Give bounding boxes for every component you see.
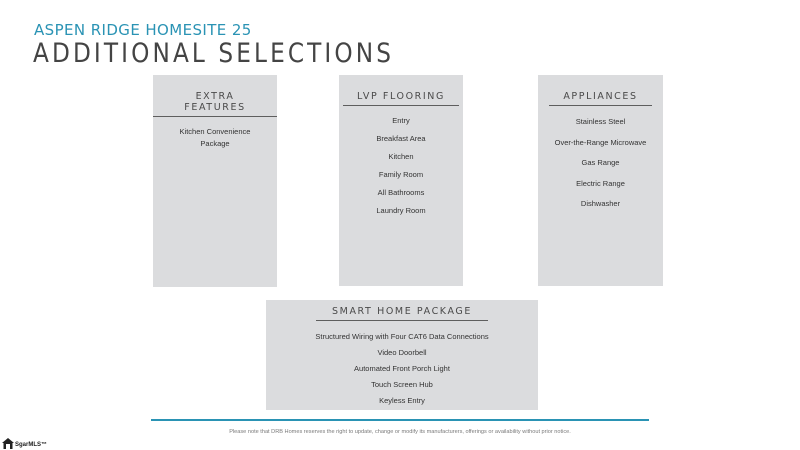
list-item: Entry xyxy=(392,116,410,125)
smart-home-list xyxy=(266,329,538,409)
list-item: Video Doorbell xyxy=(377,348,427,357)
list-item: Gas Range xyxy=(581,158,620,167)
footer-divider xyxy=(151,419,649,421)
list-item: Family Room xyxy=(378,170,424,179)
list-item: Over-the-Range Microwave xyxy=(554,137,647,147)
appliances-heading: APPLIANCES xyxy=(549,91,651,106)
lvp-flooring-panel xyxy=(339,75,463,286)
page-subtitle: ASPEN RIDGE HOMESITE 25 xyxy=(34,21,252,39)
extra-features-list xyxy=(153,126,277,150)
list-item: Laundry Room xyxy=(376,206,426,215)
list-item: All Bathrooms xyxy=(377,188,425,197)
appliances-list xyxy=(538,112,663,215)
list-item: Breakfast Area xyxy=(376,134,426,143)
list-item: Dishwasher xyxy=(580,199,621,208)
list-item: Structured Wiring with Four CAT6 Data Connections xyxy=(315,332,489,341)
mls-logo xyxy=(2,435,47,449)
disclaimer-text: Please note that DRB Homes reserves the right to update, change or modify its manufacturers, offerings or availability without prior notice. xyxy=(229,429,571,435)
lvp-flooring-list xyxy=(339,112,463,220)
mls-logo-text: SgarMLS™ xyxy=(15,442,48,448)
list-item: Kitchen xyxy=(388,152,414,161)
extra-features-panel xyxy=(153,75,277,287)
list-item: Touch Screen Hub xyxy=(371,380,433,389)
appliances-panel xyxy=(538,75,663,286)
page-title: ADDITIONAL SELECTIONS xyxy=(33,38,395,69)
list-item: Automated Front Porch Light xyxy=(354,364,450,373)
list-item: Kitchen Convenience Package xyxy=(179,127,251,148)
house-icon xyxy=(2,438,14,449)
lvp-flooring-heading: LVP FLOORING xyxy=(343,91,459,106)
list-item: Keyless Entry xyxy=(379,396,425,405)
list-item: Stainless Steel xyxy=(575,117,626,126)
smart-home-panel xyxy=(266,300,538,410)
list-item: Electric Range xyxy=(576,178,625,188)
extra-features-heading: EXTRA FEATURES xyxy=(153,91,277,117)
smart-home-heading: SMART HOME PACKAGE xyxy=(316,306,488,321)
